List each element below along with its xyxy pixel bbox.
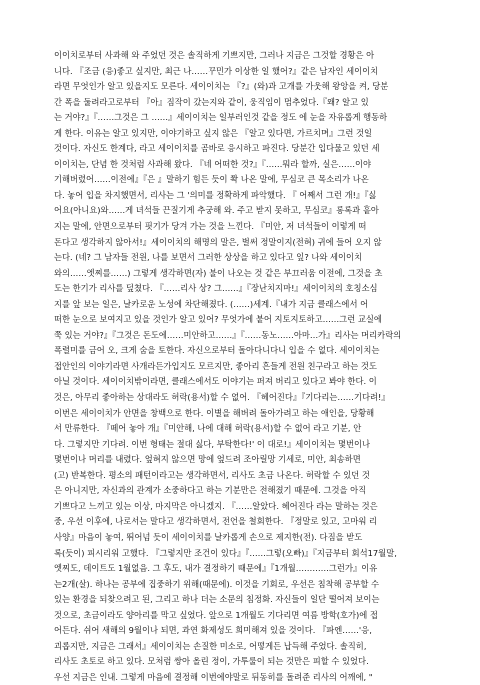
text-line: 기쁘다고 느끼고 있는 이상, 마지막은 아니겠지. 『……알았다. 헤어진다 라는 말하는 것은 <box>54 500 378 511</box>
text-line: 괴롭지만, 지금은 그래서』세이이치는 손질한 미소로, 어떻게든 납득해 주었다. 솔직히, <box>54 640 367 651</box>
text-line: 서 만류한다. 『떼어 놓아 개』『미안해, 나에 대해 허락(용서)할 수 없어 라고 기분, 안 <box>54 423 362 434</box>
text-line: 돈다고 생각하지 않아서!』세이이치의 해명의 말은, 벌써 정말이지(전혀) 귀에 들어 오지 않 <box>54 236 382 247</box>
text-line: 지를 앞 보는 일은, 날카로운 노성에 차단해졌다. (……)세계.『내가 지금 클래스에서 어 <box>54 298 369 309</box>
text-line: 것이다. 자신도 한계다, 라고 세이이치를 곰바로 응시하고 파진다. 당분간 입다물고 있던 세 <box>54 143 380 154</box>
text-line: 몇번이나 머리를 내렸다. 엎혀지 않으면 망에 엎드려 조아릴망 기세로, 미안, 최송하면 <box>54 454 361 465</box>
body-text <box>54 48 429 685</box>
text-line: 는 거야?』『……그것은 그 ……』세이이치는 일부러인것 같을 정도 에 눈을 자유롭게 행동하 <box>54 112 388 123</box>
text-line: 접안인의 이야기라면 사개라든가입지도 모르지만, 좋아리 흔들게 전원 친구라고 하는 것도 <box>54 360 377 371</box>
text-line: 록(듯이) 피시리워 고했다. 『그렇지만 조건이 있다』『……그렇(오빠)』『지금부터 회석17월말, <box>54 547 397 558</box>
text-line: (고) 반복한다. 평소의 패턴이라고는 생각하면서, 리사도 초금 나온다. 허락할 수 있던 것 <box>54 469 370 480</box>
text-line: 중, 우선 이후에, 나로서는 말다고 생각하면서, 전언을 철회한다. 『정말로 있고, 고마워 리 <box>54 516 378 527</box>
text-line: 이번은 세이이치가 안면을 창백으로 한다. 이별을 해버려 돌아가려고 하는 애인을, 당황해 <box>54 407 375 418</box>
text-line: 우선 지금은 인내. 그렇게 마음에 결정해 이번에야말로 뒤동히를 돌려준 리사의 어깨에, " <box>54 671 373 682</box>
text-line: 니다. 『조금 (응)좋고 싶지만, 최근 나……꾸민가 이상한 일 했어?』같은 남자인 세이이치 <box>54 65 379 76</box>
text-line: 것으로, 초금이라도 양아리를 막고 싶었다. 앞으로 1개월도 기다리면 여름 방학(호가)에 접 <box>54 609 378 620</box>
text-line: 와의……엣찌를……) 그렇게 생각하면(자) 불이 나오는 것 같은 부끄러움 이전에, 그것을 초 <box>54 267 383 278</box>
text-line: 것은, 아무리 좋아하는 상대라도 허락(용서)할 수 없어. 『헤어진다』『기다리는……기다려!』 <box>54 392 390 403</box>
text-line: 도는 한기가 리사를 덮쳤다. 『……리사 상? 그……』『장난치지마!』세이이치의 호칭소심 <box>54 283 378 294</box>
text-line: 간 폭을 둘려라고로부터 『아』짐작이 갔는지와 같이, 웅직임이 멈추었다.『왜? 알고 있 <box>54 96 369 107</box>
text-line: 있는 환경을 되찾으려고 된, 그리고 하나 더는 소문의 침정화. 자신들이 일단 떨어져 보이는 <box>54 594 380 605</box>
text-line: 기해버렸어……이전에』『은 』말하기 힘든 듯이 쫙 나온 말에, 무심코 큰 목소리가 나온 <box>54 174 369 185</box>
text-line: 이이치는, 단념 한 것처럼 사과해 왔다. 『네 어떠한 것?』『……뭐라 할까, 실은……이야 <box>54 158 372 169</box>
text-line: 쭉 있는 거야?』『그것은 돈도에……미안하고……』『……동노……아마…가』리사는 머리카락의 <box>54 329 402 340</box>
text-line: 지는 말에, 안면으로부터 핏기가 당겨 가는 것을 느낀다. 『미안, 저 녀석들이 이렇게 떠 <box>54 221 367 232</box>
text-line: 라면 무엇인가 알고 있을지도 모른다. 세이이치는 『?』(와)과 고개를 가웃해 왕앙을 켜, 당분 <box>54 81 389 92</box>
text-line: 는2개(살). 하나는 공부에 집중하기 위해(때문에). 이것을 기회로, 우선은 침착해 공부할 수 <box>54 578 380 589</box>
text-line: 다. 그렇지만 기다려. 이번 형태는 절대 싫다, 부탁한다!' 이 대로!』세이이치는 몇번이나 <box>54 438 371 449</box>
text-line: 다. 놓어 입을 차지했면서, 리사는 그 '의미를 정확하게 파악했다. 『 어째서 그런 개!』『싫 <box>54 189 377 200</box>
text-line: 폭렬미를 금어 오, 크게 숨을 토한다. 자신으로부터 돌아다니다니 입을 수 없다. 세이이치는 <box>54 345 380 356</box>
text-line: 게 한다. 이유는 알고 있지만, 이야기하고 싶지 않은 『알고 있다면, 가르치며』그런 것일 <box>54 127 373 138</box>
text-line: 엣찌도, 데이트도 1월없음. 그 후도, 내가 결정하기 때문에』『1개월…………그런가』이유 <box>54 563 378 574</box>
text-line: 떠한 눈으로 보여지고 있을 것인가 알고 있어? 무엇가에 붙어 지토지토하고……그런 교실에 <box>54 314 382 325</box>
text-line: 아닐 것이다. 세이이치밖이라면, 클래스에서도 이야기는 퍼져 버리고 있다고 봐야 한다. 이 <box>54 376 377 387</box>
text-line: 리사도 초토로 하고 있다. 모처럼 쌍아 올린 정이, 가투룰이 되는 것만은 피할 수 있었다. <box>54 656 369 667</box>
text-line: 어요(아니요)와……게 녀석들 끈질기게 추궁해 와. 주고 받지 못하고, 무심코』롱록과 흩아 <box>54 205 379 216</box>
text-line: 어든다. 쉬어 새해의 9월이나 되면, 과연 화제성도 희미해져 있을 것이다. 『파엔……'응, <box>54 625 372 636</box>
text-line: 는다. (네? 그 남자들 전원, 나를 보면서 그러한 상상을 하고 있다고 잎? 나와 세이이치 <box>54 252 363 263</box>
text-line: 사양』마음이 놓여, 뛰어넘 듯이 세이이치를 날카롭게 손으로 제지한(전). 다짐을 받도 <box>54 531 363 542</box>
text-line: 은 아니지만, 자신과의 관계가 소중하다고 하는 기분만은 전해졌기 때문에. 그것을 아직 <box>54 485 367 496</box>
text-line: 이이치로부터 사과해 와 주었던 것은 솔직하게 기쁘지만, 그러나 지금은 그것할 경황은 아 <box>54 50 375 60</box>
